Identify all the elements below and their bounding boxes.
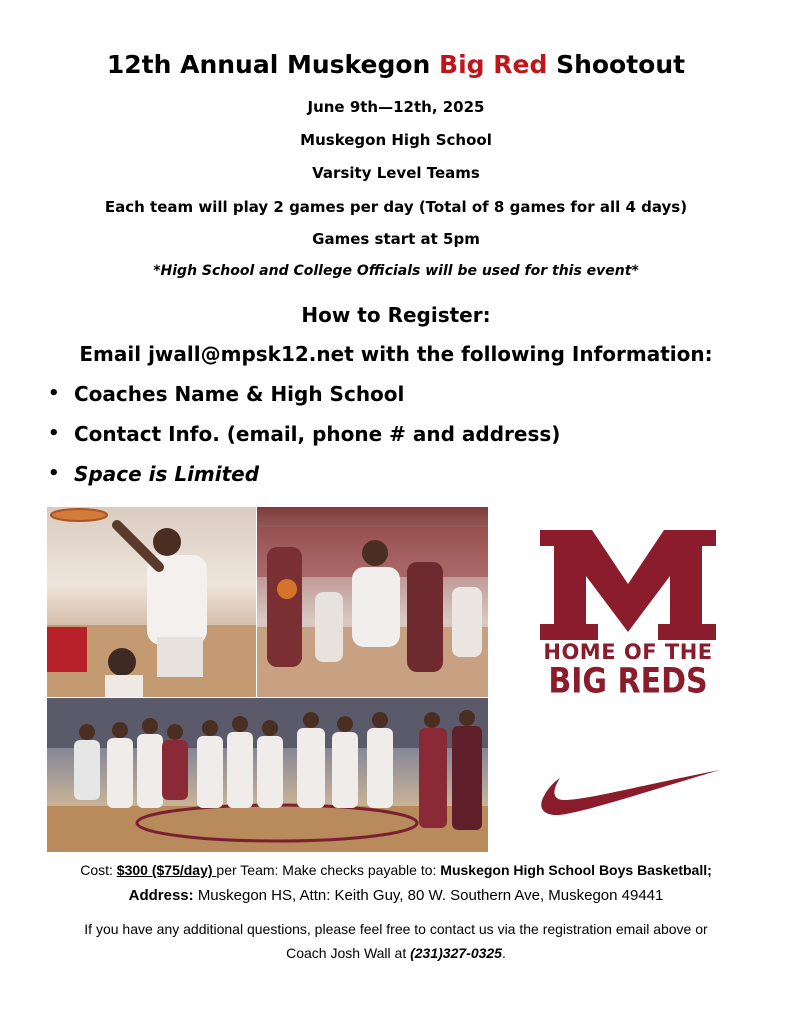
event-games: Each team will play 2 games per day (Total of 8 games for all 4 days) xyxy=(104,198,688,216)
contact-suffix: . xyxy=(501,945,506,961)
contact-phone: (231)327-0325 xyxy=(410,945,502,961)
list-item-text: Space is Limited xyxy=(74,462,260,486)
address-label: Address: xyxy=(128,887,198,904)
cost-per: per Team: Make checks payable to: xyxy=(216,862,441,878)
bullet-icon: • xyxy=(48,383,60,404)
bullet-icon: • xyxy=(48,423,60,444)
logo-line1: HOME OF THE xyxy=(543,640,713,664)
contact-line1: If you have any additional questions, please feel free to contact us via the registration email above or xyxy=(84,921,708,937)
register-list xyxy=(48,380,560,500)
title-suffix: Shootout xyxy=(547,50,686,79)
cost-label: Cost: xyxy=(80,862,117,878)
photo-collage xyxy=(47,507,488,852)
contact-prefix: Coach Josh Wall at xyxy=(286,945,411,961)
cost-payee: Muskegon High School Boys Basketball; xyxy=(440,862,712,878)
cost-line xyxy=(0,862,792,878)
bullet-icon: • xyxy=(48,463,60,484)
title-prefix: 12th Annual Muskegon xyxy=(106,50,440,79)
logo-line2: BIG REDS xyxy=(548,661,708,702)
big-reds-m-logo xyxy=(540,530,716,640)
officials-notice: *High School and College Officials will be used for this event* xyxy=(153,263,639,279)
register-email-link[interactable]: jwall@mpsk12.net xyxy=(148,342,354,366)
dunk-photo xyxy=(47,507,256,697)
list-item-text: Coaches Name & High School xyxy=(74,382,405,406)
list-item xyxy=(48,380,560,420)
list-item-text: Contact Info. (email, phone # and address) xyxy=(74,422,561,446)
email-prefix: Email xyxy=(79,342,149,366)
register-heading: How to Register: xyxy=(301,303,491,327)
team-photo xyxy=(47,698,488,852)
email-suffix: with the following Information: xyxy=(353,342,713,366)
address-value: Muskegon HS, Attn: Keith Guy, 80 W. Southern Ave, Muskegon 49441 xyxy=(197,887,664,904)
event-title xyxy=(0,50,792,79)
cost-amount: $300 ($75/day) xyxy=(116,862,217,878)
register-instructions xyxy=(0,342,792,366)
event-dates: June 9th—12th, 2025 xyxy=(307,98,485,116)
swoosh-icon xyxy=(538,768,720,818)
event-venue: Muskegon High School xyxy=(300,131,492,149)
drive-photo xyxy=(257,507,488,697)
list-item xyxy=(48,460,560,500)
list-item xyxy=(48,420,560,460)
title-highlight: Big Red xyxy=(439,50,548,79)
event-level: Varsity Level Teams xyxy=(312,164,480,182)
address-line xyxy=(0,887,792,904)
event-start: Games start at 5pm xyxy=(312,230,480,248)
contact-line2 xyxy=(0,945,792,961)
